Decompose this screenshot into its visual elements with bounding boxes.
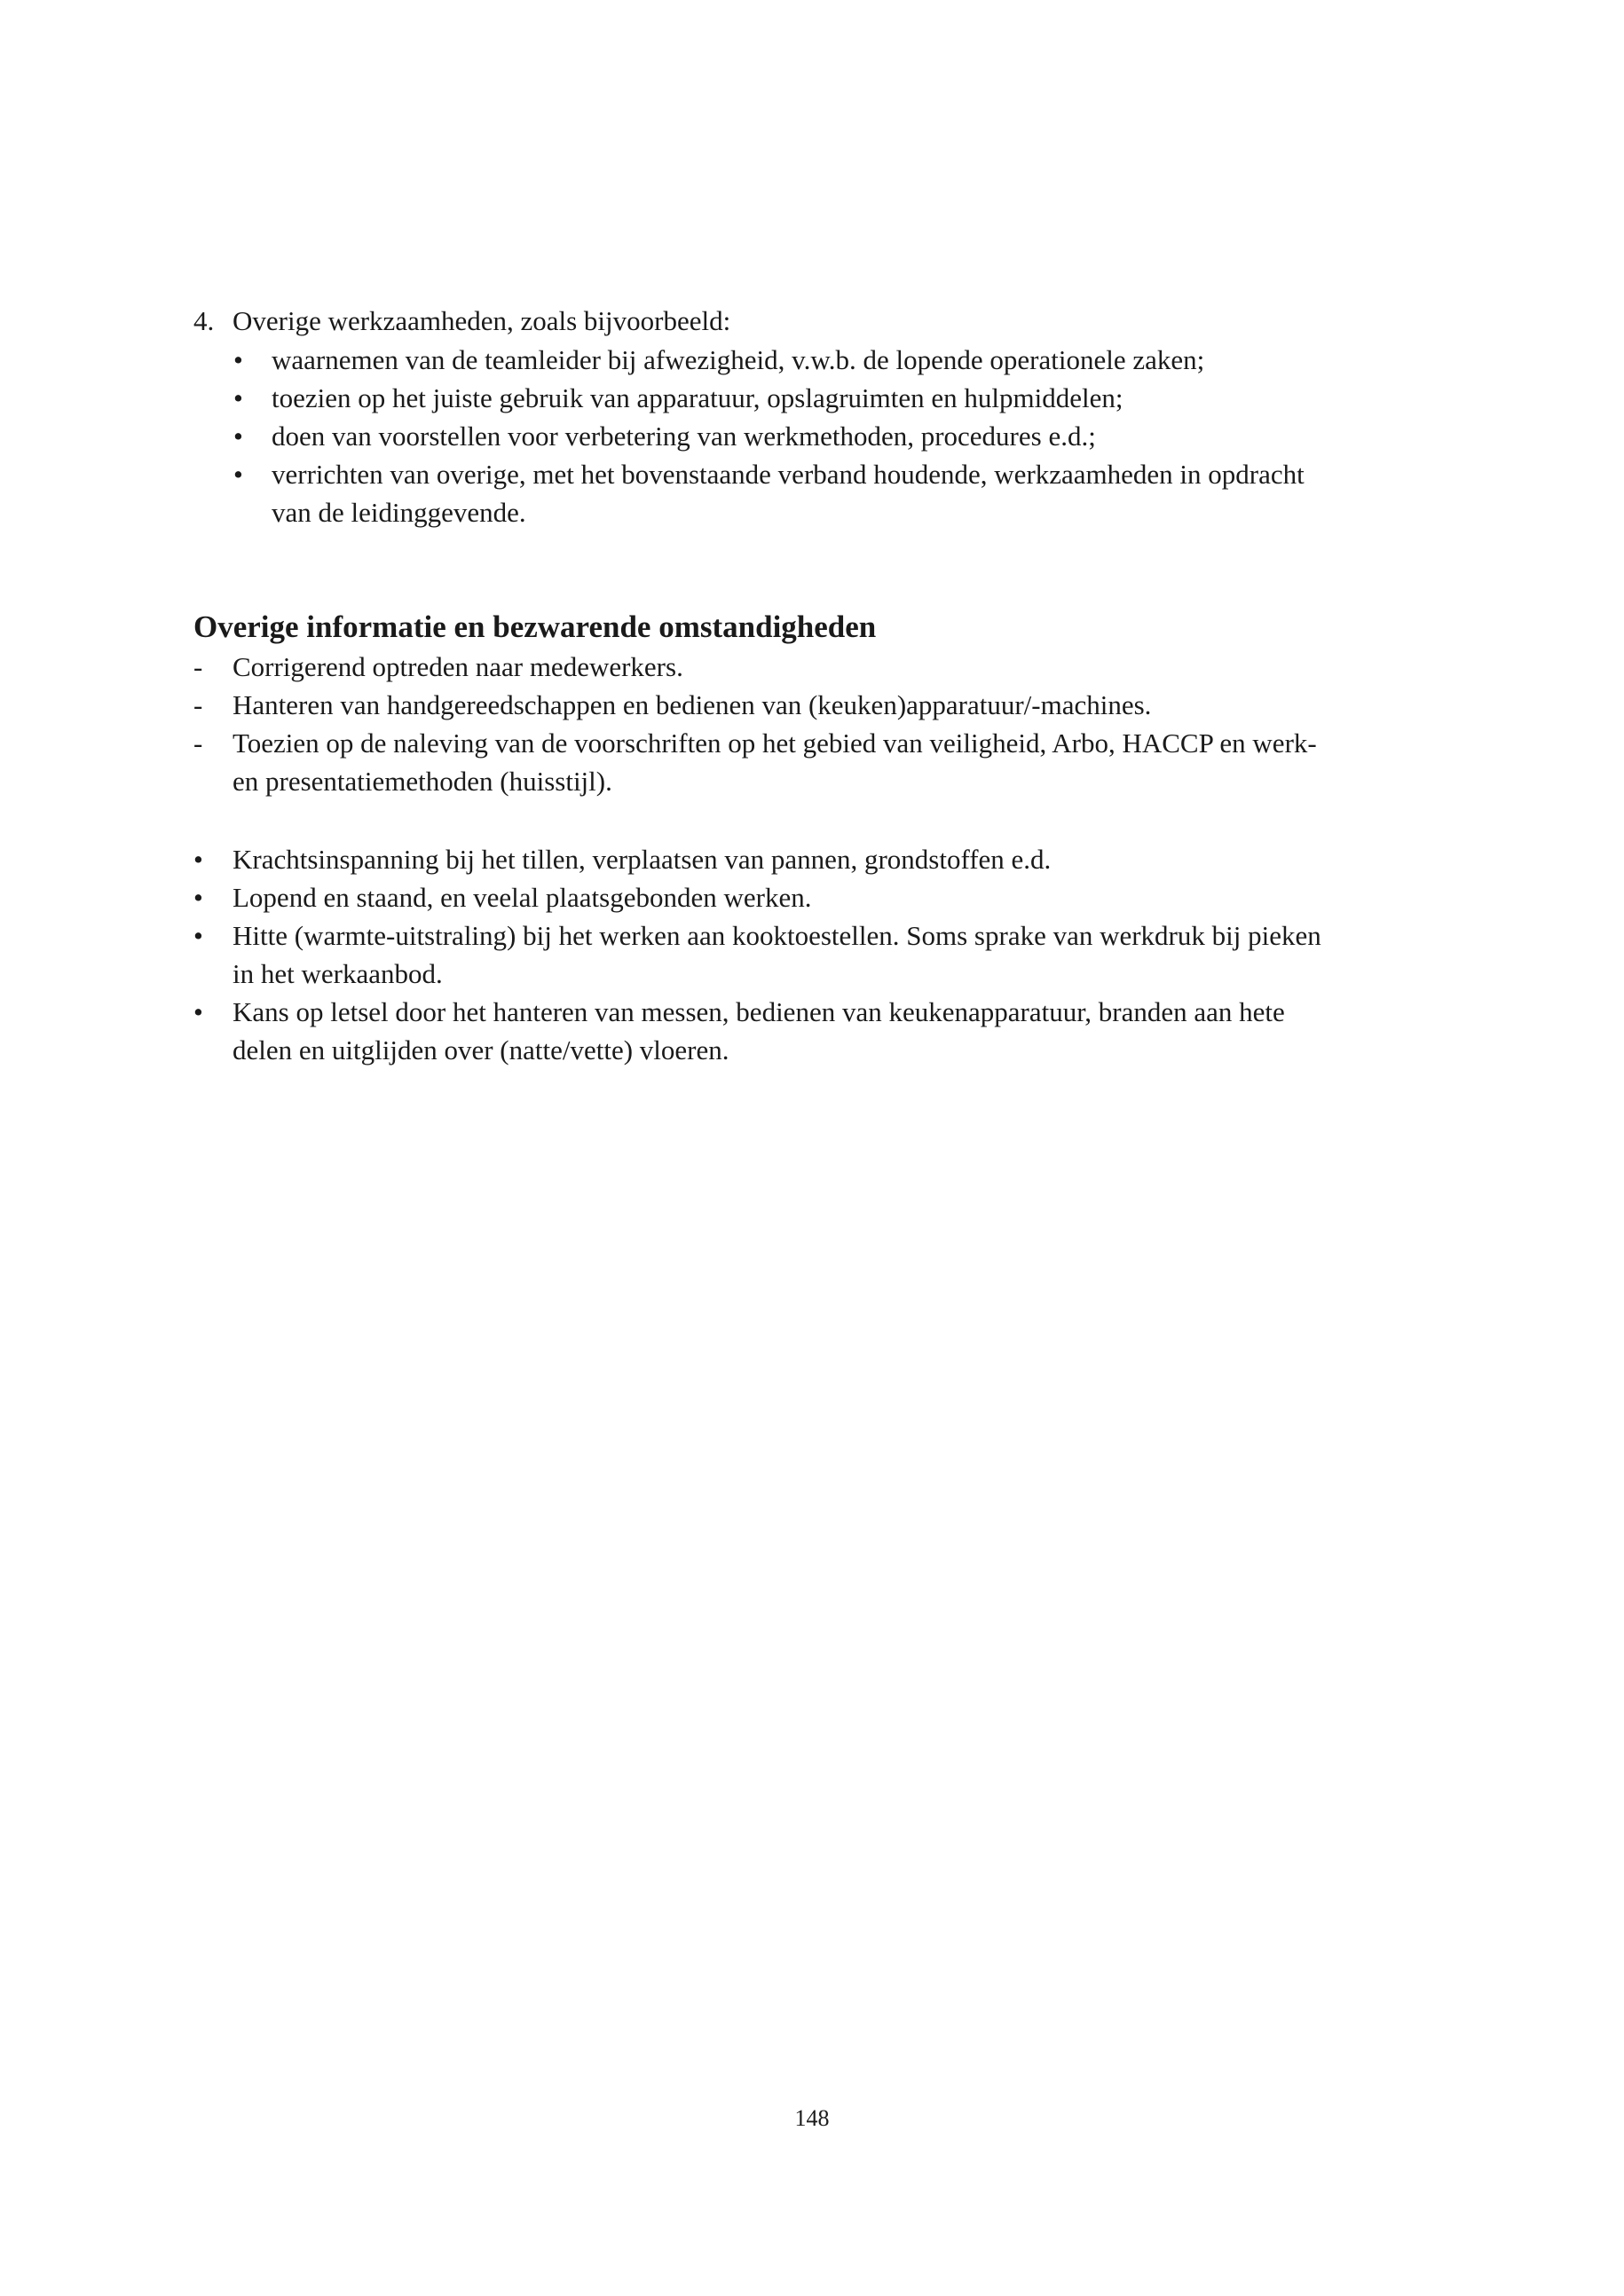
list-item-text: verrichten van overige, met het bovenstaande verband houdende, werkzaamheden in opdracht bbox=[272, 459, 1305, 490]
list-item-text: Krachtsinspanning bij het tillen, verplaatsen van pannen, grondstoffen e.d. bbox=[233, 844, 1052, 875]
section-heading: Overige informatie en bezwarende omstandigheden bbox=[193, 609, 877, 644]
bullet-icon: • bbox=[193, 996, 203, 1027]
list-item-text-continued: van de leidinggevende. bbox=[272, 497, 526, 528]
list-item-text: Lopend en staand, en veelal plaatsgebonden werken. bbox=[233, 882, 812, 913]
dash-icon: - bbox=[193, 651, 203, 682]
bullet-icon: • bbox=[193, 882, 203, 913]
bullet-icon: • bbox=[233, 459, 243, 490]
list-item-text: toezien op het juiste gebruik van apparatuur, opslagruimten en hulpmiddelen; bbox=[272, 382, 1123, 413]
section-number: 4. bbox=[193, 305, 215, 336]
bullet-icon: • bbox=[193, 920, 203, 951]
list-item-text: Corrigerend optreden naar medewerkers. bbox=[233, 651, 683, 682]
list-item-text: Hitte (warmte-uitstraling) bij het werken aan kooktoestellen. Soms sprake van werkdruk bij pieken bbox=[233, 920, 1321, 951]
list-item-text: Toezien op de naleving van de voorschriften op het gebied van veiligheid, Arbo, HACCP en werk- bbox=[233, 727, 1317, 759]
dash-icon: - bbox=[193, 689, 203, 720]
list-item-text: waarnemen van de teamleider bij afwezigheid, v.w.b. de lopende operationele zaken; bbox=[272, 344, 1205, 375]
list-item-text: Hanteren van handgereedschappen en bedienen van (keuken)apparatuur/-machines. bbox=[233, 689, 1152, 720]
bullet-icon: • bbox=[233, 344, 243, 375]
list-item-text: doen van voorstellen voor verbetering van werkmethoden, procedures e.d.; bbox=[272, 421, 1096, 452]
list-item-text-continued: delen en uitglijden over (natte/vette) vloeren. bbox=[233, 1034, 729, 1065]
bullet-icon: • bbox=[193, 844, 203, 875]
page-number: 148 bbox=[794, 2105, 830, 2131]
list-item-text-continued: en presentatiemethoden (huisstijl). bbox=[233, 766, 612, 797]
dash-icon: - bbox=[193, 727, 203, 759]
list-item-text-continued: in het werkaanbod. bbox=[233, 958, 443, 989]
bullet-icon: • bbox=[233, 382, 243, 413]
bullet-icon: • bbox=[233, 421, 243, 452]
section-title: Overige werkzaamheden, zoals bijvoorbeeld: bbox=[233, 305, 731, 336]
list-item-text: Kans op letsel door het hanteren van messen, bedienen van keukenapparatuur, branden aan hete bbox=[233, 996, 1285, 1027]
